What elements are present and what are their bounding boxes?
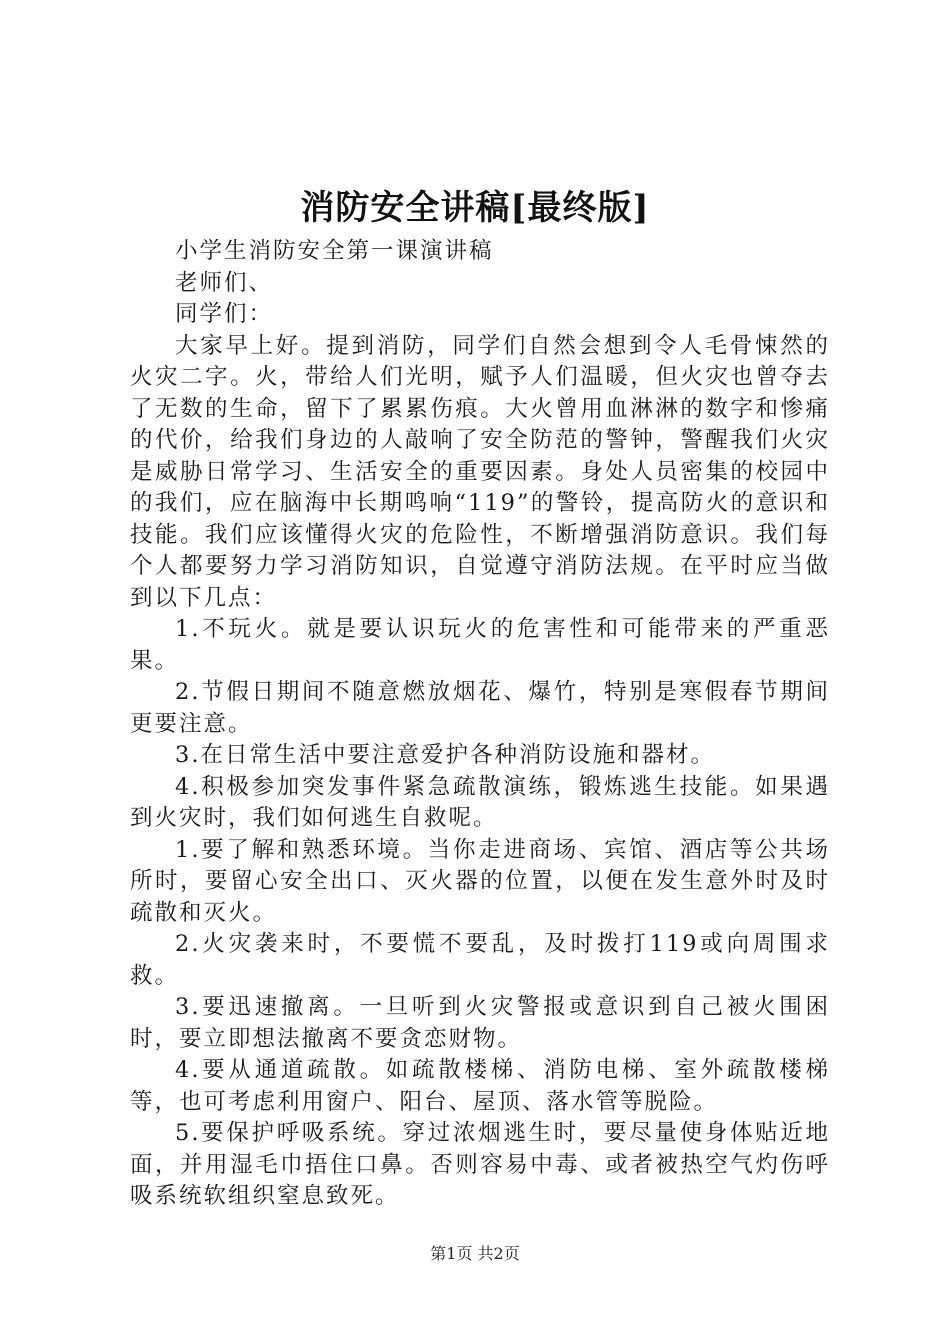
escape-item-1: 1.要了解和熟悉环境。当你走进商场、宾馆、酒店等公共场所时，要留心安全出口、灭火器的位置，以便在发生意外时及时疏散和灭火。 — [130, 836, 830, 926]
rule-item-2: 2.节假日期间不随意燃放烟花、爆竹，特别是寒假春节期间更要注意。 — [130, 679, 830, 737]
intro-paragraph: 大家早上好。提到消防，同学们自然会想到令人毛骨悚然的火灾二字。火，带给人们光明，赋予人们温暖，但火灾也曾夺去了无数的生命，留下了累累伤痕。大火曾用血淋淋的数字和惨痛的代价，给我们身边的人敲响了安全防范的警钟，警醒我们火灾是威胁日常学习、生活安全的重要因素。身处人员密集的校园中的我们，应在脑海中长期鸣响“119”的警铃，提高防火的意识和技能。我们应该懂得火灾的危险性，不断增强消防意识。我们每个人都要努力学习消防知识，自觉遵守消防法规。在平时应当做到以下几点： — [130, 332, 830, 611]
document-title: 消防安全讲稿[最终版] — [300, 188, 650, 228]
page-footer: 第1页 共2页 — [430, 1244, 520, 1263]
escape-item-5: 5.要保护呼吸系统。穿过浓烟逃生时，要尽量使身体贴近地面，并用湿毛巾捂住口鼻。否则容易中毒、或者被热空气灼伤呼吸系统软组织窒息致死。 — [130, 1120, 830, 1209]
document-body — [130, 236, 830, 1213]
escape-item-3: 3.要迅速撤离。一旦听到火灾警报或意识到自己被火围困时，要立即想法撤离不要贪恋财物。 — [130, 994, 830, 1052]
salutation-teachers: 老师们、 — [175, 269, 274, 296]
speech-title-line: 小学生消防安全第一课演讲稿 — [175, 238, 494, 264]
escape-item-4: 4.要从通道疏散。如疏散楼梯、消防电梯、室外疏散楼梯等，也可考虑利用窗户、阳台、屋顶、落水管等脱险。 — [130, 1057, 830, 1115]
salutation-students: 同学们： — [175, 301, 274, 327]
rule-item-3: 3.在日常生活中要注意爱护各种消防设施和器材。 — [175, 742, 715, 768]
escape-item-2: 2.火灾袭来时，不要慌不要乱，及时拨打119或向周围求救。 — [130, 931, 830, 989]
rule-item-4: 4.积极参加突发事件紧急疏散演练，锻炼逃生技能。如果遇到火灾时，我们如何逃生自救呢。 — [130, 773, 830, 831]
rule-item-1: 1.不玩火。就是要认识玩火的危害性和可能带来的严重恶果。 — [130, 616, 830, 674]
